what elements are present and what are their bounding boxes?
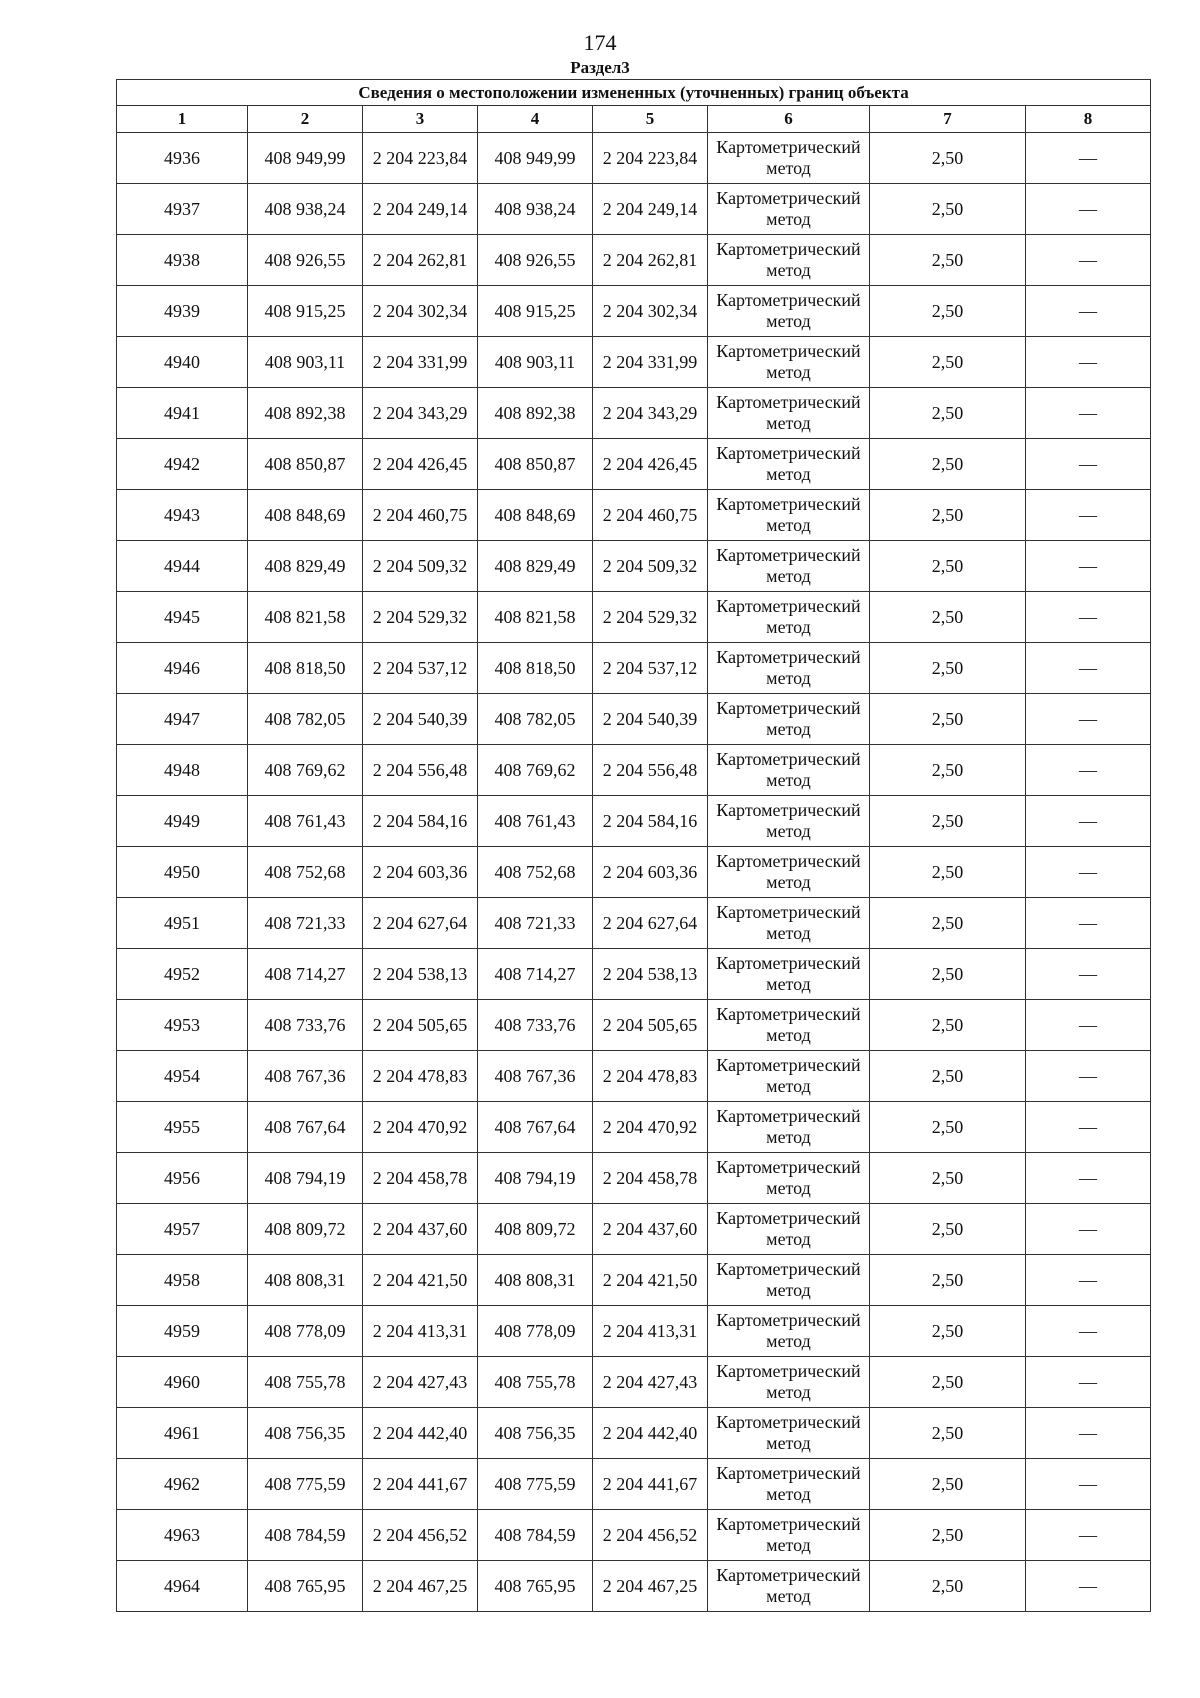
note-cell: — xyxy=(1026,235,1151,286)
x-coordinate-cell: 408 938,24 xyxy=(248,184,363,235)
x-coordinate-cell: 408 818,50 xyxy=(478,643,593,694)
point-number-cell: 4943 xyxy=(117,490,248,541)
precision-cell: 2,50 xyxy=(870,1306,1026,1357)
column-number: 3 xyxy=(363,106,478,133)
x-coordinate-cell: 408 850,87 xyxy=(248,439,363,490)
note-cell: — xyxy=(1026,1255,1151,1306)
note-cell: — xyxy=(1026,1102,1151,1153)
table-row xyxy=(117,1000,1151,1051)
y-coordinate-cell: 2 204 456,52 xyxy=(593,1510,708,1561)
precision-cell: 2,50 xyxy=(870,949,1026,1000)
x-coordinate-cell: 408 761,43 xyxy=(248,796,363,847)
y-coordinate-cell: 2 204 505,65 xyxy=(363,1000,478,1051)
x-coordinate-cell: 408 714,27 xyxy=(478,949,593,1000)
method-cell: Картометрический метод xyxy=(708,133,870,184)
x-coordinate-cell: 408 850,87 xyxy=(478,439,593,490)
y-coordinate-cell: 2 204 460,75 xyxy=(363,490,478,541)
note-cell: — xyxy=(1026,1204,1151,1255)
x-coordinate-cell: 408 756,35 xyxy=(248,1408,363,1459)
y-coordinate-cell: 2 204 458,78 xyxy=(363,1153,478,1204)
y-coordinate-cell: 2 204 421,50 xyxy=(363,1255,478,1306)
y-coordinate-cell: 2 204 262,81 xyxy=(593,235,708,286)
x-coordinate-cell: 408 767,36 xyxy=(478,1051,593,1102)
note-cell: — xyxy=(1026,1408,1151,1459)
x-coordinate-cell: 408 784,59 xyxy=(248,1510,363,1561)
y-coordinate-cell: 2 204 442,40 xyxy=(363,1408,478,1459)
x-coordinate-cell: 408 733,76 xyxy=(248,1000,363,1051)
y-coordinate-cell: 2 204 262,81 xyxy=(363,235,478,286)
precision-cell: 2,50 xyxy=(870,796,1026,847)
precision-cell: 2,50 xyxy=(870,1102,1026,1153)
note-cell: — xyxy=(1026,745,1151,796)
note-cell: — xyxy=(1026,592,1151,643)
y-coordinate-cell: 2 204 441,67 xyxy=(363,1459,478,1510)
column-number: 1 xyxy=(117,106,248,133)
x-coordinate-cell: 408 818,50 xyxy=(248,643,363,694)
point-number-cell: 4961 xyxy=(117,1408,248,1459)
note-cell: — xyxy=(1026,286,1151,337)
point-number-cell: 4942 xyxy=(117,439,248,490)
x-coordinate-cell: 408 848,69 xyxy=(248,490,363,541)
x-coordinate-cell: 408 782,05 xyxy=(248,694,363,745)
y-coordinate-cell: 2 204 302,34 xyxy=(593,286,708,337)
table-row xyxy=(117,1357,1151,1408)
precision-cell: 2,50 xyxy=(870,1408,1026,1459)
table-row xyxy=(117,184,1151,235)
column-number: 4 xyxy=(478,106,593,133)
column-number: 8 xyxy=(1026,106,1151,133)
method-cell: Картометрический метод xyxy=(708,439,870,490)
point-number-cell: 4952 xyxy=(117,949,248,1000)
x-coordinate-cell: 408 938,24 xyxy=(478,184,593,235)
note-cell: — xyxy=(1026,1306,1151,1357)
x-coordinate-cell: 408 778,09 xyxy=(478,1306,593,1357)
x-coordinate-cell: 408 767,36 xyxy=(248,1051,363,1102)
point-number-cell: 4955 xyxy=(117,1102,248,1153)
point-number-cell: 4944 xyxy=(117,541,248,592)
note-cell: — xyxy=(1026,1510,1151,1561)
method-cell: Картометрический метод xyxy=(708,541,870,592)
y-coordinate-cell: 2 204 540,39 xyxy=(363,694,478,745)
y-coordinate-cell: 2 204 478,83 xyxy=(593,1051,708,1102)
point-number-cell: 4960 xyxy=(117,1357,248,1408)
y-coordinate-cell: 2 204 456,52 xyxy=(363,1510,478,1561)
note-cell: — xyxy=(1026,490,1151,541)
x-coordinate-cell: 408 769,62 xyxy=(248,745,363,796)
method-cell: Картометрический метод xyxy=(708,1000,870,1051)
method-cell: Картометрический метод xyxy=(708,1204,870,1255)
method-cell: Картометрический метод xyxy=(708,1561,870,1612)
table-row xyxy=(117,1153,1151,1204)
note-cell: — xyxy=(1026,847,1151,898)
point-number-cell: 4941 xyxy=(117,388,248,439)
y-coordinate-cell: 2 204 223,84 xyxy=(363,133,478,184)
point-number-cell: 4948 xyxy=(117,745,248,796)
point-number-cell: 4953 xyxy=(117,1000,248,1051)
x-coordinate-cell: 408 767,64 xyxy=(478,1102,593,1153)
y-coordinate-cell: 2 204 302,34 xyxy=(363,286,478,337)
column-number: 5 xyxy=(593,106,708,133)
method-cell: Картометрический метод xyxy=(708,1102,870,1153)
point-number-cell: 4936 xyxy=(117,133,248,184)
y-coordinate-cell: 2 204 343,29 xyxy=(593,388,708,439)
method-cell: Картометрический метод xyxy=(708,1357,870,1408)
y-coordinate-cell: 2 204 460,75 xyxy=(593,490,708,541)
note-cell: — xyxy=(1026,898,1151,949)
x-coordinate-cell: 408 765,95 xyxy=(478,1561,593,1612)
precision-cell: 2,50 xyxy=(870,745,1026,796)
method-cell: Картометрический метод xyxy=(708,388,870,439)
y-coordinate-cell: 2 204 627,64 xyxy=(593,898,708,949)
precision-cell: 2,50 xyxy=(870,1561,1026,1612)
precision-cell: 2,50 xyxy=(870,1204,1026,1255)
y-coordinate-cell: 2 204 421,50 xyxy=(593,1255,708,1306)
x-coordinate-cell: 408 755,78 xyxy=(248,1357,363,1408)
point-number-cell: 4959 xyxy=(117,1306,248,1357)
y-coordinate-cell: 2 204 331,99 xyxy=(593,337,708,388)
column-number: 7 xyxy=(870,106,1026,133)
x-coordinate-cell: 408 733,76 xyxy=(478,1000,593,1051)
table-row xyxy=(117,1102,1151,1153)
method-cell: Картометрический метод xyxy=(708,1408,870,1459)
table-row xyxy=(117,898,1151,949)
y-coordinate-cell: 2 204 426,45 xyxy=(363,439,478,490)
x-coordinate-cell: 408 949,99 xyxy=(478,133,593,184)
precision-cell: 2,50 xyxy=(870,490,1026,541)
x-coordinate-cell: 408 784,59 xyxy=(478,1510,593,1561)
table-row xyxy=(117,541,1151,592)
x-coordinate-cell: 408 767,64 xyxy=(248,1102,363,1153)
x-coordinate-cell: 408 721,33 xyxy=(248,898,363,949)
precision-cell: 2,50 xyxy=(870,541,1026,592)
y-coordinate-cell: 2 204 249,14 xyxy=(593,184,708,235)
table-row xyxy=(117,1204,1151,1255)
note-cell: — xyxy=(1026,1051,1151,1102)
method-cell: Картометрический метод xyxy=(708,1459,870,1510)
point-number-cell: 4946 xyxy=(117,643,248,694)
point-number-cell: 4937 xyxy=(117,184,248,235)
x-coordinate-cell: 408 821,58 xyxy=(248,592,363,643)
x-coordinate-cell: 408 903,11 xyxy=(248,337,363,388)
point-number-cell: 4958 xyxy=(117,1255,248,1306)
note-cell: — xyxy=(1026,1459,1151,1510)
table-row xyxy=(117,1051,1151,1102)
y-coordinate-cell: 2 204 584,16 xyxy=(593,796,708,847)
y-coordinate-cell: 2 204 467,25 xyxy=(363,1561,478,1612)
point-number-cell: 4938 xyxy=(117,235,248,286)
table-row xyxy=(117,694,1151,745)
x-coordinate-cell: 408 892,38 xyxy=(248,388,363,439)
section-title: Раздел3 xyxy=(570,58,630,77)
y-coordinate-cell: 2 204 505,65 xyxy=(593,1000,708,1051)
precision-cell: 2,50 xyxy=(870,592,1026,643)
precision-cell: 2,50 xyxy=(870,1051,1026,1102)
y-coordinate-cell: 2 204 538,13 xyxy=(363,949,478,1000)
x-coordinate-cell: 408 915,25 xyxy=(248,286,363,337)
y-coordinate-cell: 2 204 537,12 xyxy=(363,643,478,694)
point-number-cell: 4949 xyxy=(117,796,248,847)
x-coordinate-cell: 408 808,31 xyxy=(248,1255,363,1306)
table-row xyxy=(117,1255,1151,1306)
method-cell: Картометрический метод xyxy=(708,337,870,388)
table-row xyxy=(117,235,1151,286)
table-row xyxy=(117,133,1151,184)
note-cell: — xyxy=(1026,133,1151,184)
y-coordinate-cell: 2 204 427,43 xyxy=(593,1357,708,1408)
method-cell: Картометрический метод xyxy=(708,286,870,337)
note-cell: — xyxy=(1026,541,1151,592)
x-coordinate-cell: 408 755,78 xyxy=(478,1357,593,1408)
y-coordinate-cell: 2 204 427,43 xyxy=(363,1357,478,1408)
note-cell: — xyxy=(1026,643,1151,694)
method-cell: Картометрический метод xyxy=(708,235,870,286)
point-number-cell: 4964 xyxy=(117,1561,248,1612)
y-coordinate-cell: 2 204 442,40 xyxy=(593,1408,708,1459)
x-coordinate-cell: 408 903,11 xyxy=(478,337,593,388)
precision-cell: 2,50 xyxy=(870,388,1026,439)
y-coordinate-cell: 2 204 540,39 xyxy=(593,694,708,745)
x-coordinate-cell: 408 926,55 xyxy=(248,235,363,286)
note-cell: — xyxy=(1026,694,1151,745)
precision-cell: 2,50 xyxy=(870,184,1026,235)
y-coordinate-cell: 2 204 426,45 xyxy=(593,439,708,490)
point-number-cell: 4957 xyxy=(117,1204,248,1255)
y-coordinate-cell: 2 204 458,78 xyxy=(593,1153,708,1204)
table-row xyxy=(117,1459,1151,1510)
x-coordinate-cell: 408 775,59 xyxy=(478,1459,593,1510)
precision-cell: 2,50 xyxy=(870,1000,1026,1051)
y-coordinate-cell: 2 204 441,67 xyxy=(593,1459,708,1510)
point-number-cell: 4963 xyxy=(117,1510,248,1561)
table-row xyxy=(117,592,1151,643)
note-cell: — xyxy=(1026,949,1151,1000)
precision-cell: 2,50 xyxy=(870,898,1026,949)
note-cell: — xyxy=(1026,1357,1151,1408)
point-number-cell: 4940 xyxy=(117,337,248,388)
x-coordinate-cell: 408 949,99 xyxy=(248,133,363,184)
method-cell: Картометрический метод xyxy=(708,1255,870,1306)
table-body xyxy=(117,133,1151,1612)
precision-cell: 2,50 xyxy=(870,1255,1026,1306)
method-cell: Картометрический метод xyxy=(708,643,870,694)
precision-cell: 2,50 xyxy=(870,439,1026,490)
point-number-cell: 4962 xyxy=(117,1459,248,1510)
method-cell: Картометрический метод xyxy=(708,1306,870,1357)
x-coordinate-cell: 408 769,62 xyxy=(478,745,593,796)
point-number-cell: 4956 xyxy=(117,1153,248,1204)
note-cell: — xyxy=(1026,796,1151,847)
table-row xyxy=(117,439,1151,490)
y-coordinate-cell: 2 204 249,14 xyxy=(363,184,478,235)
x-coordinate-cell: 408 794,19 xyxy=(478,1153,593,1204)
y-coordinate-cell: 2 204 470,92 xyxy=(363,1102,478,1153)
column-number-row xyxy=(117,106,1151,133)
x-coordinate-cell: 408 721,33 xyxy=(478,898,593,949)
table-row xyxy=(117,1408,1151,1459)
y-coordinate-cell: 2 204 478,83 xyxy=(363,1051,478,1102)
method-cell: Картометрический метод xyxy=(708,490,870,541)
x-coordinate-cell: 408 926,55 xyxy=(478,235,593,286)
note-cell: — xyxy=(1026,1561,1151,1612)
table-row xyxy=(117,643,1151,694)
note-cell: — xyxy=(1026,337,1151,388)
x-coordinate-cell: 408 782,05 xyxy=(478,694,593,745)
method-cell: Картометрический метод xyxy=(708,1510,870,1561)
table-row xyxy=(117,1561,1151,1612)
y-coordinate-cell: 2 204 343,29 xyxy=(363,388,478,439)
method-cell: Картометрический метод xyxy=(708,1051,870,1102)
y-coordinate-cell: 2 204 437,60 xyxy=(593,1204,708,1255)
note-cell: — xyxy=(1026,439,1151,490)
method-cell: Картометрический метод xyxy=(708,592,870,643)
method-cell: Картометрический метод xyxy=(708,184,870,235)
column-number: 2 xyxy=(248,106,363,133)
y-coordinate-cell: 2 204 331,99 xyxy=(363,337,478,388)
y-coordinate-cell: 2 204 467,25 xyxy=(593,1561,708,1612)
y-coordinate-cell: 2 204 437,60 xyxy=(363,1204,478,1255)
note-cell: — xyxy=(1026,1153,1151,1204)
x-coordinate-cell: 408 752,68 xyxy=(478,847,593,898)
precision-cell: 2,50 xyxy=(870,643,1026,694)
note-cell: — xyxy=(1026,388,1151,439)
table-row xyxy=(117,1510,1151,1561)
precision-cell: 2,50 xyxy=(870,1459,1026,1510)
x-coordinate-cell: 408 775,59 xyxy=(248,1459,363,1510)
note-cell: — xyxy=(1026,184,1151,235)
y-coordinate-cell: 2 204 413,31 xyxy=(593,1306,708,1357)
y-coordinate-cell: 2 204 538,13 xyxy=(593,949,708,1000)
x-coordinate-cell: 408 794,19 xyxy=(248,1153,363,1204)
precision-cell: 2,50 xyxy=(870,286,1026,337)
method-cell: Картометрический метод xyxy=(708,796,870,847)
table-row xyxy=(117,847,1151,898)
precision-cell: 2,50 xyxy=(870,235,1026,286)
x-coordinate-cell: 408 892,38 xyxy=(478,388,593,439)
y-coordinate-cell: 2 204 509,32 xyxy=(363,541,478,592)
x-coordinate-cell: 408 915,25 xyxy=(478,286,593,337)
table-row xyxy=(117,1306,1151,1357)
point-number-cell: 4947 xyxy=(117,694,248,745)
x-coordinate-cell: 408 752,68 xyxy=(248,847,363,898)
x-coordinate-cell: 408 714,27 xyxy=(248,949,363,1000)
x-coordinate-cell: 408 829,49 xyxy=(478,541,593,592)
y-coordinate-cell: 2 204 223,84 xyxy=(593,133,708,184)
table-caption-row xyxy=(117,80,1151,106)
table-row xyxy=(117,388,1151,439)
table-row xyxy=(117,490,1151,541)
table-row xyxy=(117,745,1151,796)
x-coordinate-cell: 408 808,31 xyxy=(478,1255,593,1306)
x-coordinate-cell: 408 778,09 xyxy=(248,1306,363,1357)
method-cell: Картометрический метод xyxy=(708,745,870,796)
x-coordinate-cell: 408 848,69 xyxy=(478,490,593,541)
point-number-cell: 4954 xyxy=(117,1051,248,1102)
table-caption: Сведения о местоположении измененных (уточненных) границ объекта xyxy=(117,80,1151,106)
table-row xyxy=(117,286,1151,337)
point-number-cell: 4951 xyxy=(117,898,248,949)
x-coordinate-cell: 408 756,35 xyxy=(478,1408,593,1459)
precision-cell: 2,50 xyxy=(870,694,1026,745)
y-coordinate-cell: 2 204 603,36 xyxy=(593,847,708,898)
y-coordinate-cell: 2 204 529,32 xyxy=(593,592,708,643)
y-coordinate-cell: 2 204 603,36 xyxy=(363,847,478,898)
table-row xyxy=(117,949,1151,1000)
y-coordinate-cell: 2 204 627,64 xyxy=(363,898,478,949)
y-coordinate-cell: 2 204 413,31 xyxy=(363,1306,478,1357)
method-cell: Картометрический метод xyxy=(708,949,870,1000)
point-number-cell: 4945 xyxy=(117,592,248,643)
note-cell: — xyxy=(1026,1000,1151,1051)
y-coordinate-cell: 2 204 509,32 xyxy=(593,541,708,592)
x-coordinate-cell: 408 809,72 xyxy=(248,1204,363,1255)
column-number: 6 xyxy=(708,106,870,133)
point-number-cell: 4939 xyxy=(117,286,248,337)
x-coordinate-cell: 408 761,43 xyxy=(478,796,593,847)
x-coordinate-cell: 408 821,58 xyxy=(478,592,593,643)
precision-cell: 2,50 xyxy=(870,133,1026,184)
method-cell: Картометрический метод xyxy=(708,898,870,949)
precision-cell: 2,50 xyxy=(870,337,1026,388)
precision-cell: 2,50 xyxy=(870,1153,1026,1204)
x-coordinate-cell: 408 765,95 xyxy=(248,1561,363,1612)
y-coordinate-cell: 2 204 556,48 xyxy=(363,745,478,796)
method-cell: Картометрический метод xyxy=(708,847,870,898)
coordinates-table xyxy=(116,79,1151,1612)
precision-cell: 2,50 xyxy=(870,1357,1026,1408)
x-coordinate-cell: 408 829,49 xyxy=(248,541,363,592)
point-number-cell: 4950 xyxy=(117,847,248,898)
page-number: 174 xyxy=(583,30,617,55)
method-cell: Картометрический метод xyxy=(708,1153,870,1204)
method-cell: Картометрический метод xyxy=(708,694,870,745)
y-coordinate-cell: 2 204 537,12 xyxy=(593,643,708,694)
y-coordinate-cell: 2 204 556,48 xyxy=(593,745,708,796)
table-row xyxy=(117,796,1151,847)
precision-cell: 2,50 xyxy=(870,847,1026,898)
precision-cell: 2,50 xyxy=(870,1510,1026,1561)
table-row xyxy=(117,337,1151,388)
y-coordinate-cell: 2 204 470,92 xyxy=(593,1102,708,1153)
y-coordinate-cell: 2 204 584,16 xyxy=(363,796,478,847)
x-coordinate-cell: 408 809,72 xyxy=(478,1204,593,1255)
y-coordinate-cell: 2 204 529,32 xyxy=(363,592,478,643)
